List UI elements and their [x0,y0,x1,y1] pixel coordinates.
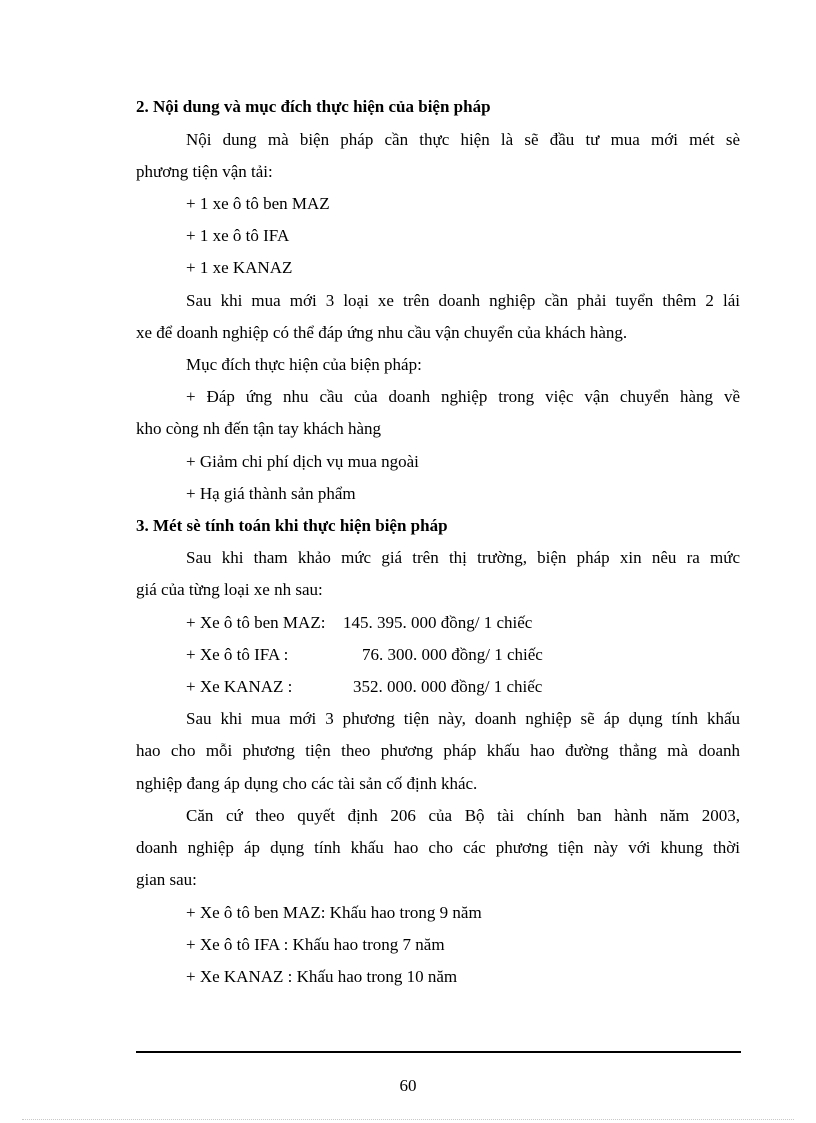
section-2-intro-line-2: phương tiện vận tải: [136,162,273,181]
section-3-heading: 3. Mét sè tính toán khi thực hiện biện pháp [136,516,448,535]
decision-line-3: gian sau: [136,870,197,889]
purpose-item-2: + Giảm chi phí dịch vụ mua ngoài [186,452,419,471]
section-2-after-line-2: xe để doanh nghiệp có thể đáp ứng nhu cầu vận chuyển của khách hàng. [136,323,628,342]
depreciation-line-2: hao cho mỗi phương tiện theo phương pháp khấu hao đường thẳng mà doanh [136,741,740,760]
price-label-kanaz: + Xe KANAZ : [186,677,293,696]
section-2-after-line-1: Sau khi mua mới 3 loại xe trên doanh nghiệp cần phải tuyển thêm 2 lái [186,291,740,310]
depreciation-line-3: nghiệp đang áp dụng cho các tài sản cố định khác. [136,774,478,793]
price-value-ifa: 76. 300. 000 đồng/ 1 chiếc [362,645,543,664]
price-label-ifa: + Xe ô tô IFA : [186,645,289,664]
period-item-kanaz: + Xe KANAZ : Khấu hao trong 10 năm [186,967,458,986]
purpose-item-3: + Hạ giá thành sản phẩm [186,484,356,503]
price-value-maz: 145. 395. 000 đồng/ 1 chiếc [343,613,533,632]
page-bottom-border [22,1119,794,1120]
purpose-item-1-line-1: + Đáp ứng nhu cầu của doanh nghiệp trong việc vận chuyển hàng về [186,387,740,406]
vehicle-item-kanaz: + 1 xe KANAZ [186,258,293,277]
footer-rule [136,1051,741,1053]
vehicle-item-maz: + 1 xe ô tô ben MAZ [186,194,330,213]
vehicle-item-ifa: + 1 xe ô tô IFA [186,226,290,245]
depreciation-line-1: Sau khi mua mới 3 phương tiện này, doanh nghiệp sẽ áp dụng tính khấu [186,709,740,728]
period-item-maz: + Xe ô tô ben MAZ: Khấu hao trong 9 năm [186,903,482,922]
decision-line-1: Căn cứ theo quyết định 206 của Bộ tài chính ban hành năm 2003, [186,806,740,825]
price-label-maz: + Xe ô tô ben MAZ: [186,613,326,632]
decision-line-2: doanh nghiệp áp dụng tính khấu hao cho các phương tiện này với khung thời [136,838,740,857]
purpose-label: Mục đích thực hiện của biện pháp: [186,355,422,374]
section-2-intro-line-1: Nội dung mà biện pháp cần thực hiện là sẽ đầu tư mua mới mét sè [186,130,740,149]
section-2-heading: 2. Nội dung và mục đích thực hiện của biện pháp [136,97,491,116]
purpose-item-1-line-2: kho còng nh đến tận tay khách hàng [136,419,382,438]
section-3-price-line-1: Sau khi tham khảo mức giá trên thị trường, biện pháp xin nêu ra mức [186,548,740,567]
section-3-price-line-2: giá của từng loại xe nh sau: [136,580,323,599]
price-value-kanaz: 352. 000. 000 đồng/ 1 chiếc [353,677,543,696]
page-number: 60 [399,1076,417,1095]
period-item-ifa: + Xe ô tô IFA : Khấu hao trong 7 năm [186,935,445,954]
